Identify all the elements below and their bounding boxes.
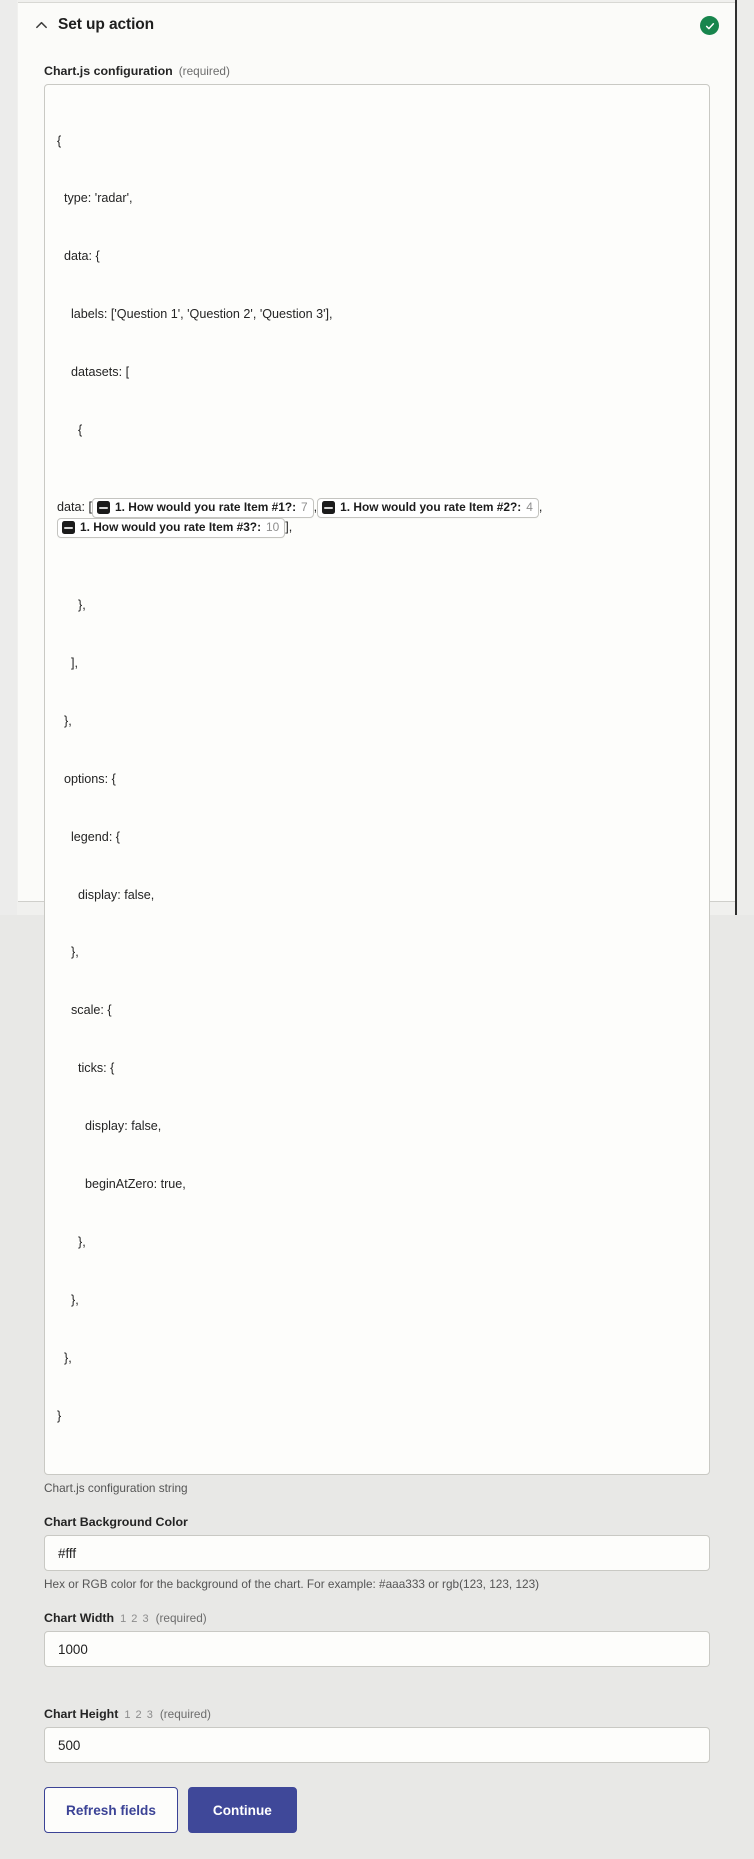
code-line-data-array: [57, 498, 697, 538]
form-body: [18, 47, 735, 1859]
typeform-app-icon: [62, 521, 75, 534]
code-line: },: [57, 713, 72, 728]
code-text-bracket-close: ],: [285, 520, 293, 535]
token-pill-label: 1. How would you rate Item #3?:: [80, 520, 262, 535]
code-line: display: false,: [57, 887, 155, 902]
continue-button[interactable]: Continue: [188, 1787, 297, 1833]
chart-height-input[interactable]: [44, 1727, 710, 1763]
field-label-bgcolor: Chart Background Color: [44, 1515, 188, 1530]
refresh-fields-button[interactable]: Refresh fields: [44, 1787, 178, 1833]
code-line: },: [57, 1234, 86, 1249]
number-type-hint: 1 2 3: [124, 1709, 154, 1722]
field-chart-background-color: [44, 1515, 710, 1591]
chartjs-config-editor[interactable]: [44, 84, 710, 1475]
code-line: },: [57, 1350, 72, 1365]
code-line: {: [57, 133, 62, 148]
code-line: scale: {: [57, 1003, 112, 1018]
typeform-app-icon: [97, 501, 110, 514]
token-pill-item-1[interactable]: [92, 498, 314, 518]
chart-background-color-input[interactable]: [44, 1535, 710, 1571]
code-line: {: [57, 423, 83, 438]
required-tag-width: (required): [155, 1611, 207, 1626]
field-chart-height: [44, 1707, 710, 1763]
card-header[interactable]: [18, 3, 735, 47]
spacer-width: [44, 1673, 710, 1687]
number-type-hint: 1 2 3: [120, 1613, 150, 1626]
token-pill-value: 4: [526, 500, 533, 515]
code-line: type: 'radar',: [57, 191, 133, 206]
code-line: display: false,: [57, 1119, 162, 1134]
field-label-height: Chart Height: [44, 1707, 119, 1722]
form-button-row: [44, 1787, 710, 1859]
token-pill-item-2[interactable]: [317, 498, 539, 518]
code-line: legend: {: [57, 829, 121, 844]
page-title: Set up action: [58, 16, 155, 33]
code-line: },: [57, 598, 86, 613]
help-text-config: Chart.js configuration string: [44, 1481, 188, 1496]
chevron-up-icon[interactable]: [34, 18, 49, 33]
panel-edge-divider: [735, 0, 737, 915]
field-label-config: Chart.js configuration: [44, 64, 173, 78]
status-badge: [700, 16, 719, 35]
field-chart-width: [44, 1611, 710, 1687]
field-chartjs-configuration: [44, 64, 710, 1495]
code-text-comma-2: ,: [538, 500, 543, 515]
set-up-action-card: [18, 2, 735, 1818]
token-pill-value: 10: [266, 520, 280, 535]
typeform-app-icon: [322, 501, 335, 514]
code-line: }: [57, 1408, 62, 1423]
code-line: beginAtZero: true,: [57, 1177, 186, 1192]
code-line: datasets: [: [57, 365, 130, 380]
check-icon: [704, 20, 716, 32]
field-label-row-height: [44, 1707, 710, 1721]
token-pill-item-3[interactable]: [57, 518, 285, 538]
help-text-bgcolor: Hex or RGB color for the background of the chart. For example: #aaa333 or rgb(123, 123, 123): [44, 1577, 540, 1592]
page-gutter-right: [737, 0, 754, 915]
code-line: ticks: {: [57, 1061, 115, 1076]
code-text-data-prefix: data: [: [57, 500, 93, 515]
token-pill-label: 1. How would you rate Item #2?:: [340, 500, 522, 515]
field-label-row-bgcolor: [44, 1515, 710, 1529]
code-line: options: {: [57, 771, 116, 786]
required-tag-height: (required): [159, 1707, 211, 1722]
chart-width-input[interactable]: [44, 1631, 710, 1667]
code-line: ],: [57, 656, 78, 671]
field-label-row-width: [44, 1611, 710, 1625]
token-pill-label: 1. How would you rate Item #1?:: [115, 500, 297, 515]
page-gutter-left: [0, 0, 17, 915]
code-line: data: {: [57, 249, 100, 264]
code-text-comma-1: ,: [313, 500, 318, 515]
field-label-width: Chart Width: [44, 1611, 115, 1626]
code-line: },: [57, 945, 79, 960]
code-line: labels: ['Question 1', 'Question 2', 'Question 3'],: [57, 307, 333, 322]
required-tag-config: (required): [178, 64, 230, 78]
code-line: },: [57, 1292, 79, 1307]
field-label-row-config: [44, 64, 710, 78]
token-pill-value: 7: [301, 500, 308, 515]
